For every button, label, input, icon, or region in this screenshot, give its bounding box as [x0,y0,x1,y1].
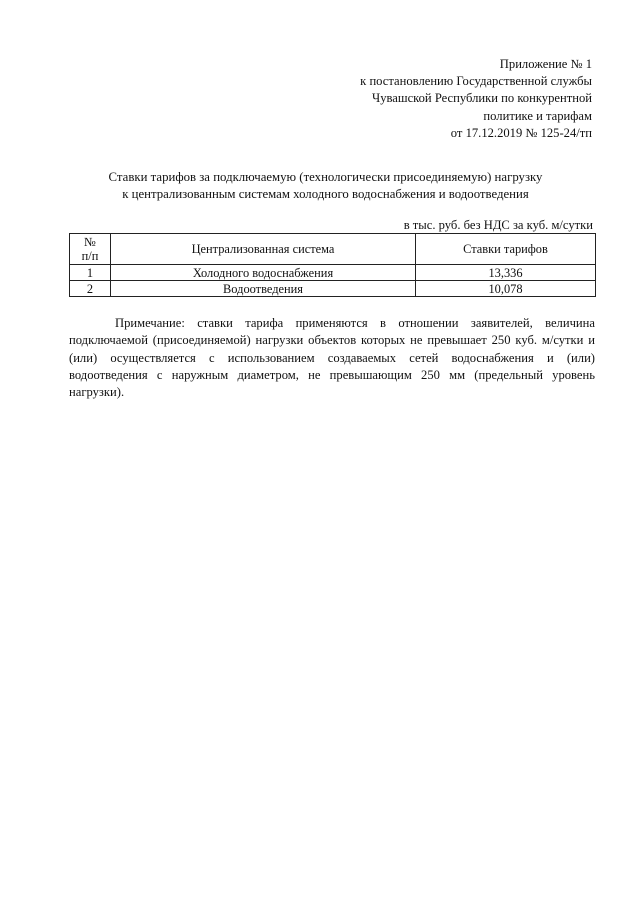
header-system: Централизованная система [111,234,416,265]
row-rate: 10,078 [416,281,596,297]
title-line-2: к централизованным системам холодного водоснабжения и водоотведения [122,187,529,201]
title-line-1: Ставки тарифов за подключаемую (технологически присоединяемую) нагрузку [108,170,543,184]
appendix-number: Приложение № 1 [499,57,592,71]
tariff-table [69,233,596,297]
note-paragraph: Примечание: ставки тарифа применяются в отношении заявителей, величина подключаемой (присоединяемой) нагрузки объектов которых не превышает 250 куб. м/сутки и (или) осуществляется с использованием создаваемых сетей водоснабжения и (или) водоотведения с наружным диаметром, не превышающим 250 мм (предельный уровень нагрузки). [69,316,595,400]
appendix-date-number: от 17.12.2019 № 125-24/тп [450,125,592,140]
header-rates: Ставки тарифов [416,234,596,265]
row-system: Холодного водоснабжения [111,265,416,281]
row-system: Водоотведения [111,281,416,297]
row-number: 2 [70,281,111,297]
units-caption: в тыс. руб. без НДС за куб. м/сутки [403,218,593,232]
table-header-row [70,234,596,265]
document-title [60,169,591,203]
appendix-header [360,56,592,142]
row-number: 1 [70,265,111,281]
table-row [70,281,596,297]
appendix-authority-line: Чувашской Республики по конкурентной [372,91,592,106]
row-rate: 13,336 [416,265,596,281]
table-row [70,265,596,281]
appendix-resolution-line: к постановлению Государственной службы [360,74,592,89]
appendix-authority-line-2: политике и тарифам [483,108,592,123]
header-number: № п/п [70,234,111,265]
